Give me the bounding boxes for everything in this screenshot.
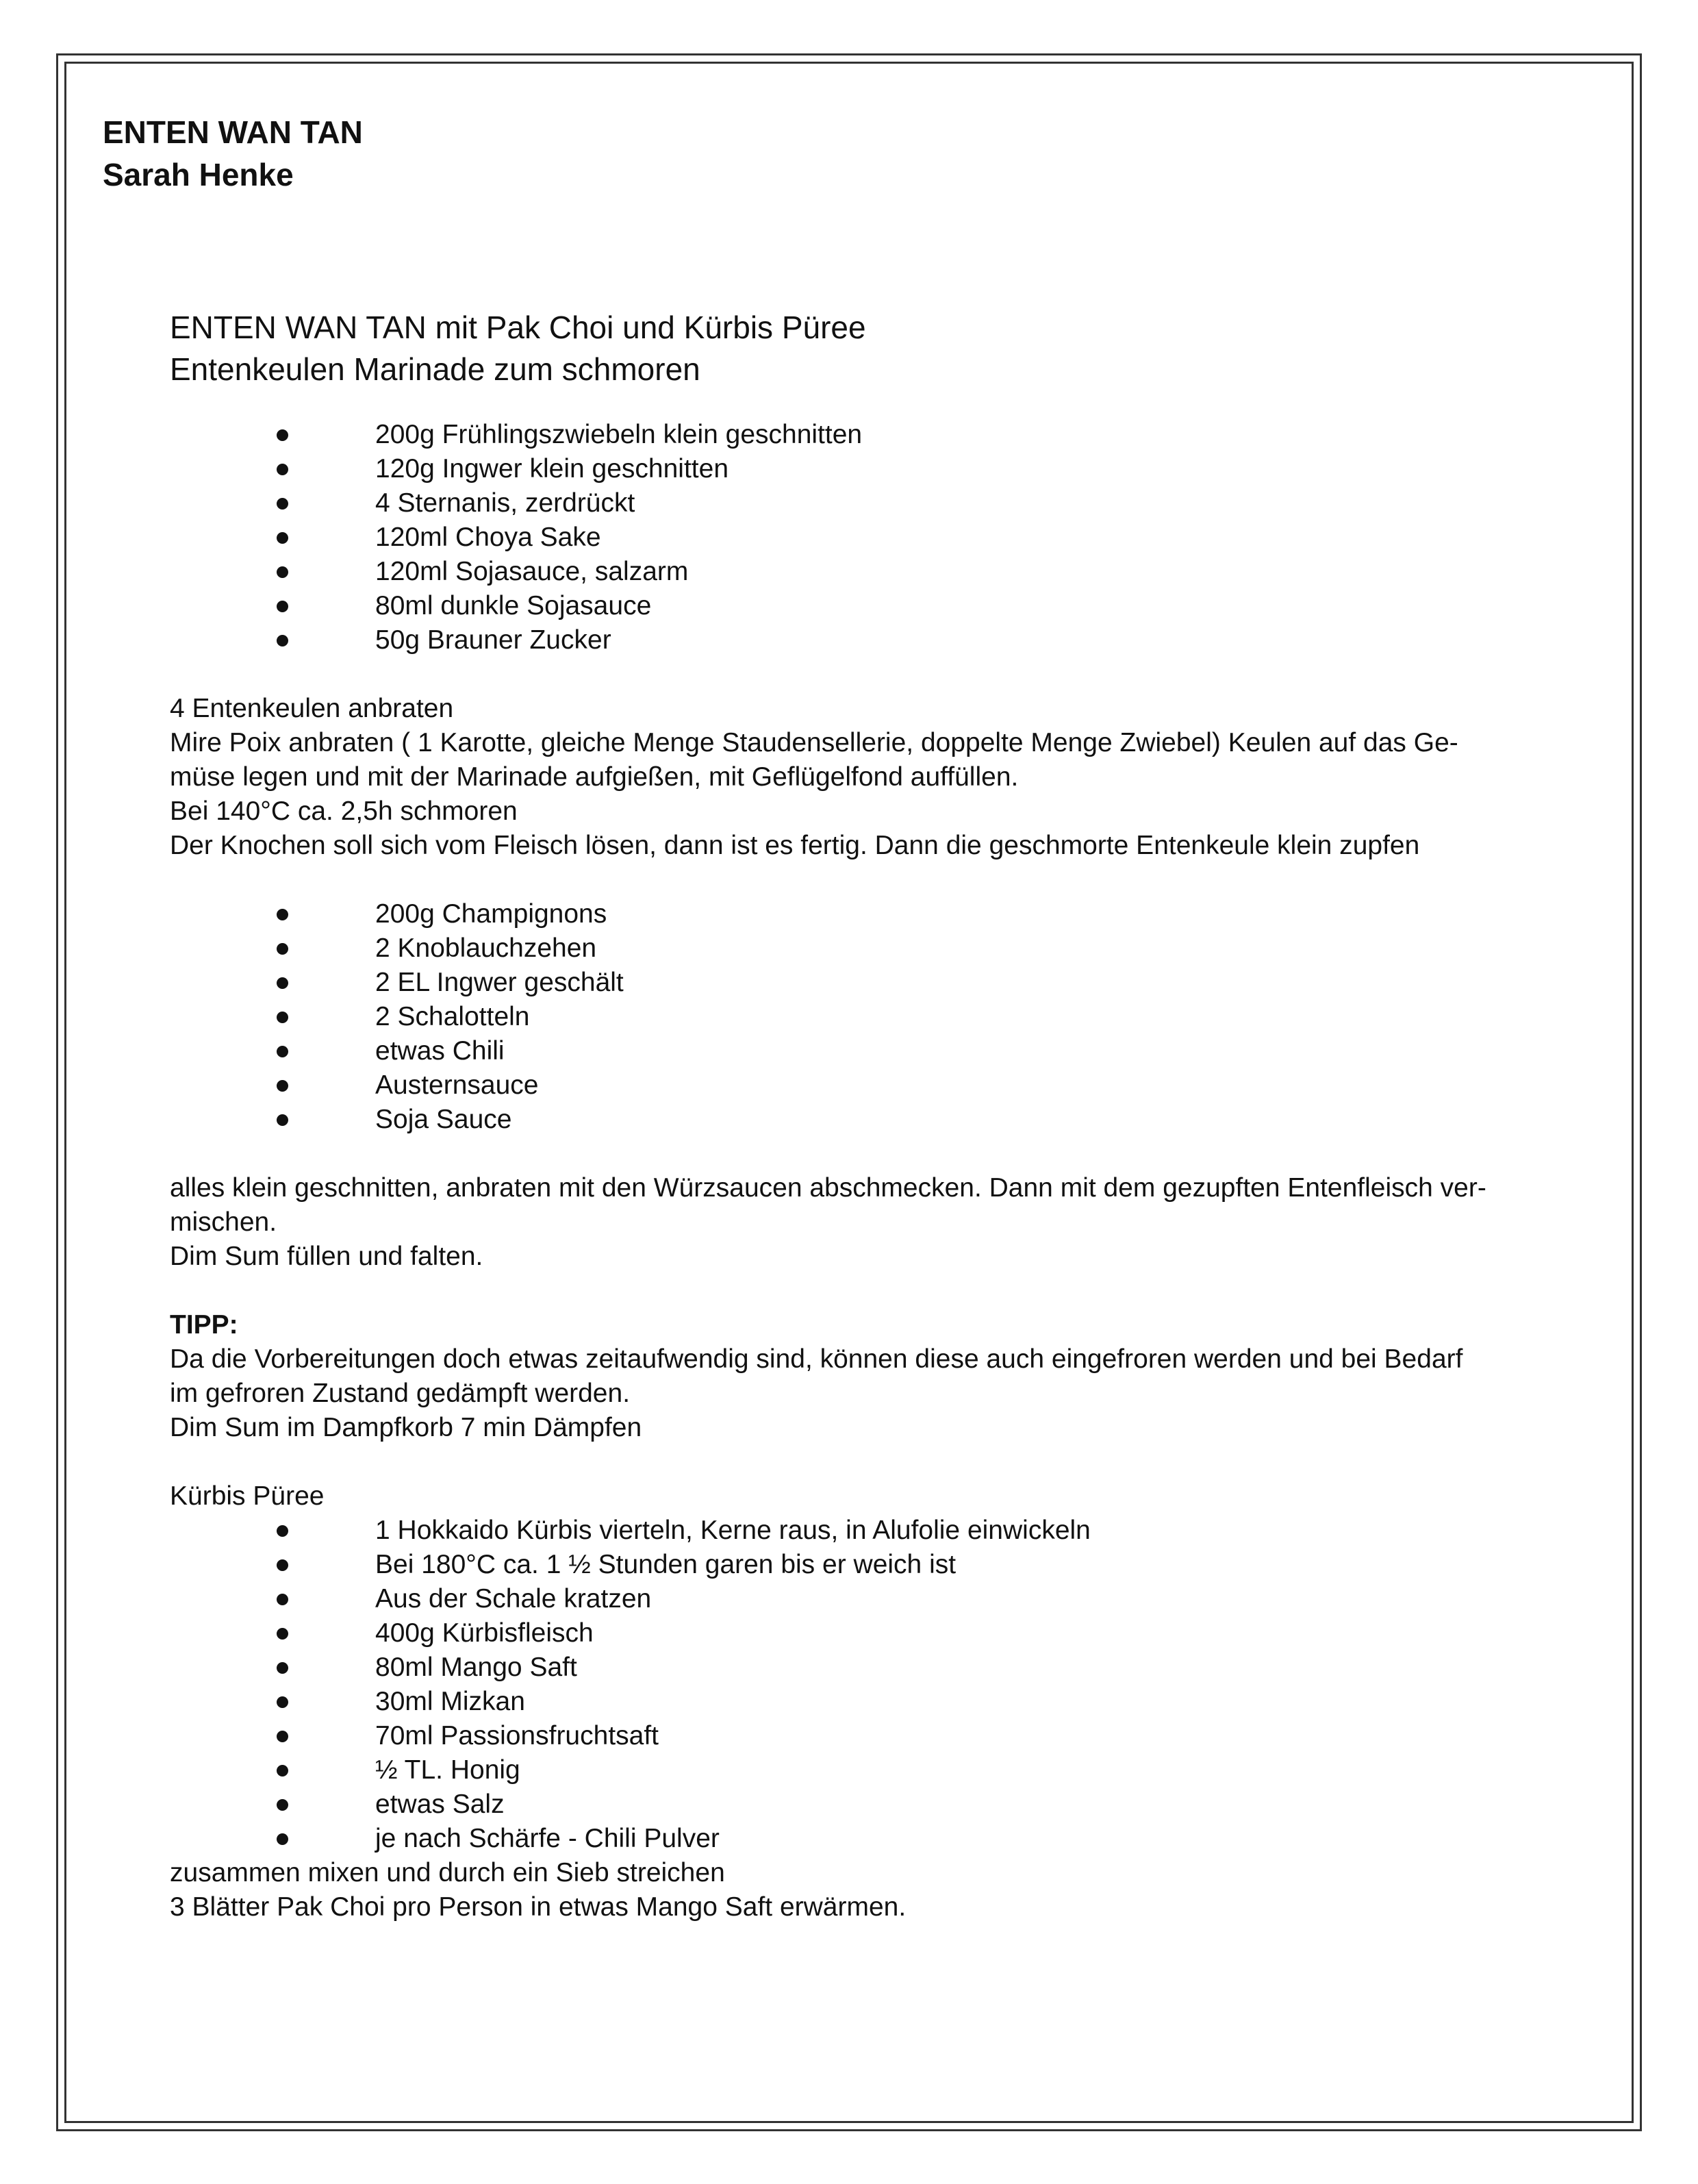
- list-item: [170, 1548, 1567, 1582]
- list-item-text: 70ml Passionsfruchtsaft: [375, 1721, 659, 1750]
- document-header: [103, 111, 363, 196]
- text-line: im gefroren Zustand gedämpft werden.: [170, 1379, 631, 1408]
- list-item-text: 80ml Mango Saft: [375, 1653, 577, 1682]
- list-item-text: Austernsauce: [375, 1070, 539, 1100]
- list-item: [170, 520, 1567, 555]
- list-item-text: 1 Hokkaido Kürbis vierteln, Kerne raus, in Alufolie einwickeln: [375, 1516, 1091, 1545]
- spacer: [170, 1274, 1567, 1308]
- bullet-icon: [277, 1765, 288, 1777]
- list-item: [170, 1787, 1567, 1822]
- text-line: müse legen und mit der Marinade aufgießen, mit Geflügelfond auffüllen.: [170, 762, 1019, 792]
- list-item: [170, 966, 1567, 1000]
- bullet-icon: [277, 909, 288, 920]
- tip-label: TIPP:: [170, 1310, 238, 1340]
- list-item-text: ½ TL. Honig: [375, 1755, 520, 1785]
- text-line: Dim Sum im Dampfkorb 7 min Dämpfen: [170, 1413, 642, 1442]
- spacer: [170, 657, 1567, 692]
- list-item: [170, 452, 1567, 486]
- bullet-icon: [277, 1080, 288, 1092]
- bullet-icon: [277, 1731, 288, 1742]
- list-item: [170, 1685, 1567, 1719]
- duck-preparation-steps: [170, 692, 1567, 863]
- text-line: Dim Sum füllen und falten.: [170, 1242, 483, 1271]
- text-line: 4 Entenkeulen anbraten: [170, 694, 454, 723]
- recipe-subtitle-marinade: Entenkeulen Marinade zum schmoren: [170, 351, 700, 387]
- text-line: zusammen mixen und durch ein Sieb streichen: [170, 1858, 725, 1887]
- list-item: [170, 897, 1567, 931]
- bullet-icon: [277, 1628, 288, 1640]
- list-item-text: je nach Schärfe - Chili Pulver: [375, 1824, 720, 1853]
- recipe-subtitles: [170, 307, 1567, 390]
- bullet-icon: [277, 1525, 288, 1537]
- list-item-text: 120g Ingwer klein geschnitten: [375, 454, 729, 484]
- bullet-icon: [277, 532, 288, 544]
- list-item: [170, 1616, 1567, 1650]
- list-item-text: 4 Sternanis, zerdrückt: [375, 488, 635, 518]
- bullet-icon: [277, 1594, 288, 1605]
- list-item-text: 2 Schalotteln: [375, 1002, 530, 1031]
- list-item: [170, 1103, 1567, 1137]
- list-item: [170, 418, 1567, 452]
- list-item-text: etwas Chili: [375, 1036, 505, 1066]
- spacer: [170, 1137, 1567, 1171]
- list-item: [170, 1514, 1567, 1548]
- list-item-text: 80ml dunkle Sojasauce: [375, 591, 652, 620]
- bullet-icon: [277, 1696, 288, 1708]
- bullet-icon: [277, 943, 288, 955]
- tip-text: [170, 1342, 1567, 1445]
- list-item-text: 2 EL Ingwer geschält: [375, 968, 624, 997]
- bullet-icon: [277, 1833, 288, 1845]
- list-item-text: 400g Kürbisfleisch: [375, 1618, 594, 1648]
- text-line: Der Knochen soll sich vom Fleisch lösen, dann ist es fertig. Dann die geschmorte Entenkeule klein zupfen: [170, 831, 1420, 860]
- list-item: [170, 1822, 1567, 1856]
- bullet-icon: [277, 464, 288, 475]
- list-item-text: Soja Sauce: [375, 1105, 512, 1134]
- list-item-text: 50g Brauner Zucker: [375, 625, 611, 655]
- text-line: Bei 140°C ca. 2,5h schmoren: [170, 796, 518, 826]
- list-item: [170, 486, 1567, 520]
- bullet-icon: [277, 1046, 288, 1057]
- list-item: [170, 555, 1567, 589]
- list-item-text: Bei 180°C ca. 1 ½ Stunden garen bis er weich ist: [375, 1550, 956, 1579]
- list-item: [170, 1753, 1567, 1787]
- bullet-icon: [277, 977, 288, 989]
- bullet-icon: [277, 566, 288, 578]
- list-item: [170, 931, 1567, 966]
- list-item: [170, 1719, 1567, 1753]
- list-item-text: 200g Champignons: [375, 899, 607, 929]
- list-item: [170, 1582, 1567, 1616]
- bullet-icon: [277, 498, 288, 510]
- list-item-text: 200g Frühlingszwiebeln klein geschnitten: [375, 420, 863, 449]
- list-item: [170, 1650, 1567, 1685]
- list-item-text: 30ml Mizkan: [375, 1687, 525, 1716]
- bullet-icon: [277, 429, 288, 441]
- filling-preparation-steps: [170, 1171, 1567, 1274]
- list-item: [170, 1034, 1567, 1068]
- text-line: alles klein geschnitten, anbraten mit den Würzsaucen abschmecken. Dann mit dem gezupften Entenfleisch ver-: [170, 1173, 1486, 1203]
- document-title: ENTEN WAN TAN: [103, 114, 363, 150]
- puree-title: Kürbis Püree: [170, 1481, 325, 1511]
- text-line: mischen.: [170, 1207, 277, 1237]
- list-item: [170, 589, 1567, 623]
- bullet-icon: [277, 1114, 288, 1126]
- list-item-text: 120ml Choya Sake: [375, 523, 601, 552]
- list-item: [170, 1068, 1567, 1103]
- filling-ingredient-list: [170, 897, 1567, 1137]
- puree-ingredient-list: [170, 1514, 1567, 1856]
- spacer: [170, 1445, 1567, 1479]
- spacer: [170, 863, 1567, 897]
- bullet-icon: [277, 635, 288, 647]
- list-item-text: Aus der Schale kratzen: [375, 1584, 652, 1614]
- list-item: [170, 1000, 1567, 1034]
- text-line: Da die Vorbereitungen doch etwas zeitaufwendig sind, können diese auch eingefroren werden und bei Bedarf: [170, 1344, 1463, 1374]
- list-item-text: 120ml Sojasauce, salzarm: [375, 557, 689, 586]
- document-author: Sarah Henke: [103, 157, 294, 192]
- puree-final-steps: [170, 1856, 1567, 1924]
- bullet-icon: [277, 1559, 288, 1571]
- bullet-icon: [277, 1012, 288, 1023]
- bullet-icon: [277, 1662, 288, 1674]
- bullet-icon: [277, 601, 288, 612]
- list-item-text: etwas Salz: [375, 1790, 505, 1819]
- marinade-ingredient-list: [170, 418, 1567, 657]
- bullet-icon: [277, 1799, 288, 1811]
- list-item: [170, 623, 1567, 657]
- recipe-body: [170, 307, 1567, 1924]
- text-line: 3 Blätter Pak Choi pro Person in etwas Mango Saft erwärmen.: [170, 1892, 907, 1922]
- recipe-subtitle-main: ENTEN WAN TAN mit Pak Choi und Kürbis Püree: [170, 310, 866, 345]
- list-item-text: 2 Knoblauchzehen: [375, 933, 597, 963]
- text-line: Mire Poix anbraten ( 1 Karotte, gleiche Menge Staudensellerie, doppelte Menge Zwiebel) Keulen auf das Ge-: [170, 728, 1458, 757]
